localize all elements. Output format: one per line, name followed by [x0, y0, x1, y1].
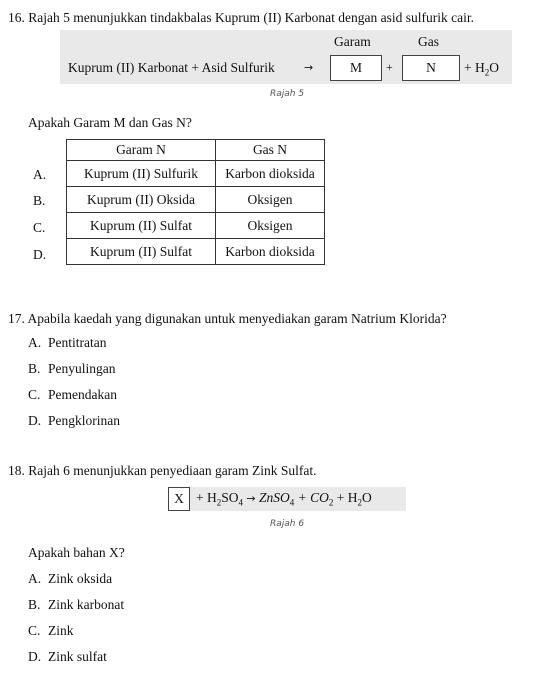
cell-garam: Kuprum (II) Sulfat: [67, 239, 216, 265]
answer-table: [66, 139, 325, 265]
q18-option-b: B. Zink karbonat: [28, 597, 125, 612]
q18-option-a: A. Zink oksida: [28, 571, 113, 586]
q17-option-b: B. Penyulingan: [28, 361, 116, 376]
q16-equation: [60, 30, 512, 84]
rajah6-caption: Rajah 6: [270, 519, 305, 529]
reactants-text: Kuprum (II) Karbonat + Asid Sulfurik: [68, 60, 275, 75]
rajah5-caption: Rajah 5: [270, 89, 305, 99]
table-row: [67, 161, 325, 187]
header-garam: Garam N: [67, 140, 216, 161]
cell-gas: Karbon dioksida: [216, 239, 325, 265]
slot-m: M: [330, 55, 382, 81]
row-letter-a: A.: [33, 167, 47, 182]
cell-garam: Kuprum (II) Sulfat: [67, 213, 216, 239]
plus-sign: +: [386, 60, 393, 74]
table-row: [67, 239, 325, 265]
table-row: [67, 187, 325, 213]
slot-x: X: [168, 487, 190, 511]
row-letter-c: C.: [33, 220, 46, 235]
q17-title: 17. Apabila kaedah yang digunakan untuk menyediakan garam Natrium Klorida?: [8, 311, 447, 326]
table-row: [67, 213, 325, 239]
q18-equation: [168, 487, 406, 511]
table-header-row: [67, 140, 325, 161]
q18-title: 18. Rajah 6 menunjukkan penyediaan garam Zink Sulfat.: [8, 463, 317, 478]
gas-heading: Gas: [418, 34, 439, 49]
q16-title: 16. Rajah 5 menunjukkan tindakbalas Kuprum (II) Karbonat dengan asid sulfurik cair.: [8, 10, 475, 25]
slot-n: N: [402, 55, 460, 81]
water-term: [464, 60, 499, 78]
row-letter-b: B.: [33, 193, 46, 208]
row-letter-d: D.: [33, 247, 47, 262]
q18-option-c: C. Zink: [28, 623, 74, 638]
q18-option-d: D. Zink sulfat: [28, 649, 107, 664]
water-o: O: [489, 60, 499, 75]
cell-garam: Kuprum (II) Sulfurik: [67, 161, 216, 187]
reaction-arrow: →: [246, 492, 256, 505]
q17-option-d: D. Pengklorinan: [28, 413, 120, 428]
garam-heading: Garam: [334, 34, 371, 49]
header-gas: Gas N: [216, 140, 325, 161]
equation-terms: + $H_2SO_4$ → ZnSO$_4$ + $CO_2 + H_2O$: [196, 490, 372, 508]
cell-gas: Oksigen: [216, 187, 325, 213]
q17-option-c: C. Pemendakan: [28, 387, 117, 402]
q17-option-a: A. Pentitratan: [28, 335, 107, 350]
water-plus-h: + H: [464, 60, 485, 75]
q18-question: Apakah bahan X?: [28, 545, 125, 560]
cell-gas: Oksigen: [216, 213, 325, 239]
cell-garam: Kuprum (II) Oksida: [67, 187, 216, 213]
cell-gas: Karbon dioksida: [216, 161, 325, 187]
water-sub: 2: [484, 67, 490, 78]
q16-question: Apakah Garam M dan Gas N?: [28, 115, 192, 130]
reaction-arrow: →: [304, 61, 314, 74]
